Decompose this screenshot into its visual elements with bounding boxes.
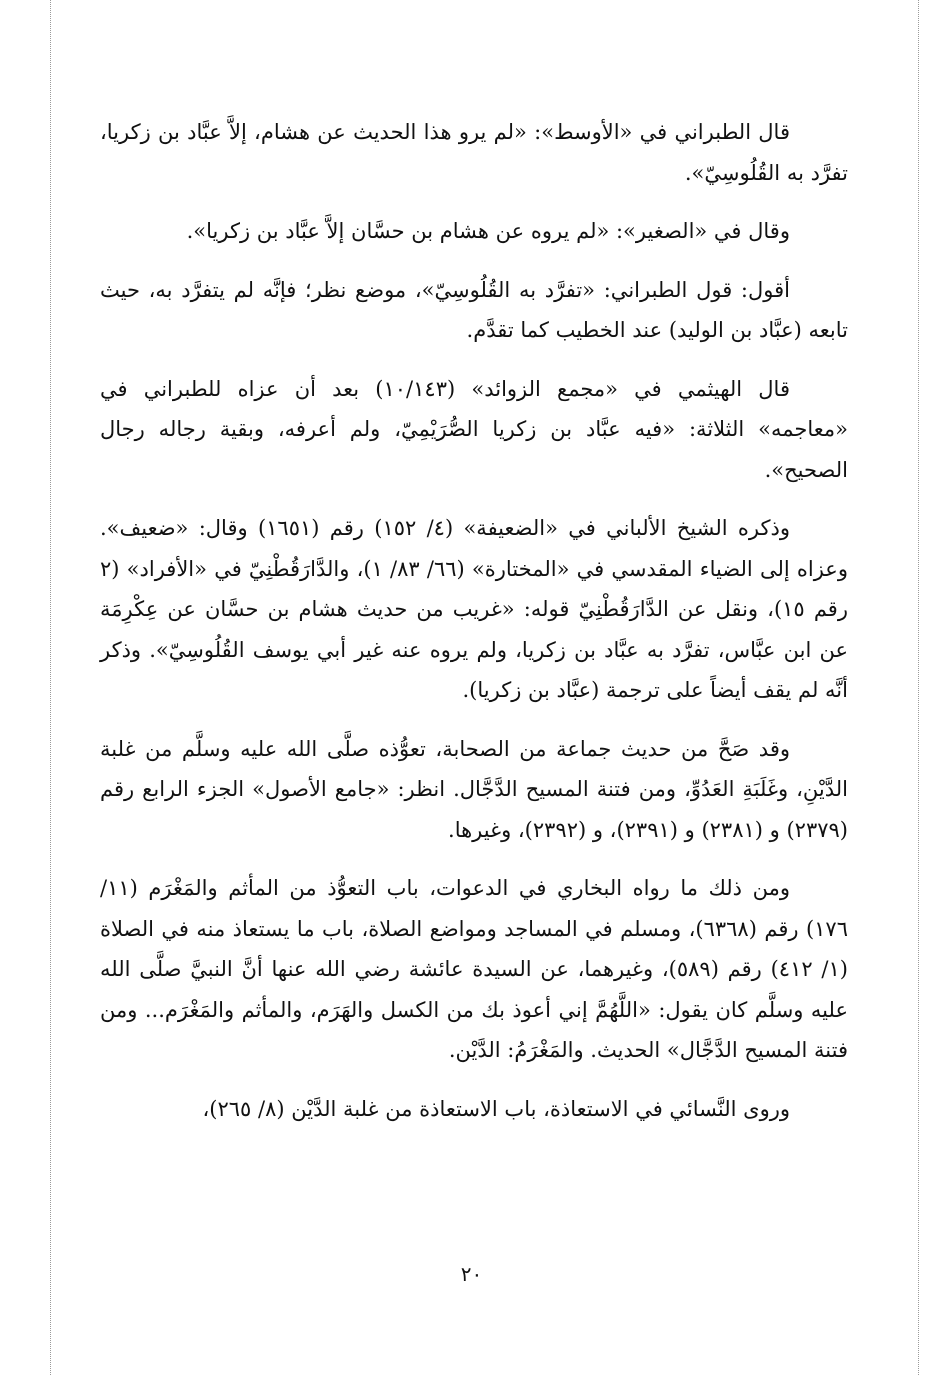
paragraph-5: وذكره الشيخ الألباني في «الضعيفة» (٤/ ١٥٢) رقم (١٦٥١) وقال: «ضعيف». وعزاه إلى الضياء المقدسي في «المختارة» (٦٦/ ٨٣/ ١)، والدَّارَقُطْنِيّ في «الأفراد» (٢ رقم ١٥)، ونقل عن الدَّارَقُطْنِيّ قوله: «غريب من حديث هشام بن حسَّان عن عِكْرِمَة عن ابن عبَّاس، تفرَّد به عبَّاد بن زكريا، ولم يروه عنه غير أبي يوسف القُلُوسِيّ». وذكر أنَّه لم يقف أيضاً على ترجمة (عبَّاد بن زكريا). bbox=[100, 516, 848, 702]
scan-edge-right bbox=[918, 0, 919, 1375]
paragraph-6: وقد صَحَّ من حديث جماعة من الصحابة، تعوُّذه صلَّى الله عليه وسلَّم من غلبة الدَّيْنِ، وغَلَبَةِ العَدُوِّ، ومن فتنة المسيح الدَّجَّال. انظر: «جامع الأصول» الجزء الرابع رقم (٢٣٧٩) و (٢٣٨١) و (٢٣٩١)، و (٢٣٩٢)، وغيرها. bbox=[100, 736, 848, 842]
paragraph-3: أقول: قول الطبراني: «تفرَّد به القُلُوسِيّ»، موضع نظر؛ فإنَّه لم يتفرَّد به، حيث تابعه (عبَّاد بن الوليد) عند الخطيب كما تقدَّم. bbox=[100, 277, 848, 342]
paragraph-8: وروى النَّسائي في الاستعاذة، باب الاستعاذة من غلبة الدَّيْن (٨/ ٢٦٥)، bbox=[202, 1096, 790, 1121]
body-text bbox=[100, 112, 848, 1147]
paragraph-4: قال الهيثمي في «مجمع الزوائد» (١٠/١٤٣) بعد أن عزاه للطبراني في «معاجمه» الثلاثة: «فيه عبَّاد بن زكريا الصُّرَيْمِيّ، ولم أعرفه، وبقية رجاله رجال الصحيح». bbox=[100, 376, 848, 482]
page-number: ٢٠ bbox=[460, 1262, 483, 1286]
paragraph-2: وقال في «الصغير»: «لم يروه عن هشام بن حسَّان إلاَّ عبَّاد بن زكريا». bbox=[186, 219, 790, 243]
paragraph-7: ومن ذلك ما رواه البخاري في الدعوات، باب التعوُّذ من المأثم والمَغْرَم (١١/ ١٧٦) رقم (٦٣٦٨)، ومسلم في المساجد ومواضع الصلاة، باب ما يستعاذ منه في الصلاة (١/ ٤١٢) رقم (٥٨٩)، وغيرهما، عن السيدة عائشة رضي الله عنها أنَّ النبيَّ صلَّى الله عليه وسلَّم كان يقول: «اللَّهُمَّ إني أعوذ بك من الكسل والهَرَم، والمأثم والمَغْرَم... ومن فتنة المسيح الدَّجَّال» الحديث. والمَغْرَمُ: الدَّيْن. bbox=[100, 876, 848, 1062]
paragraph-1: قال الطبراني في «الأوسط»: «لم يرو هذا الحديث عن هشام، إلاَّ عبَّاد بن زكريا، تفرَّد به القُلُوسِيّ». bbox=[100, 120, 848, 185]
scan-edge-left bbox=[50, 0, 51, 1375]
